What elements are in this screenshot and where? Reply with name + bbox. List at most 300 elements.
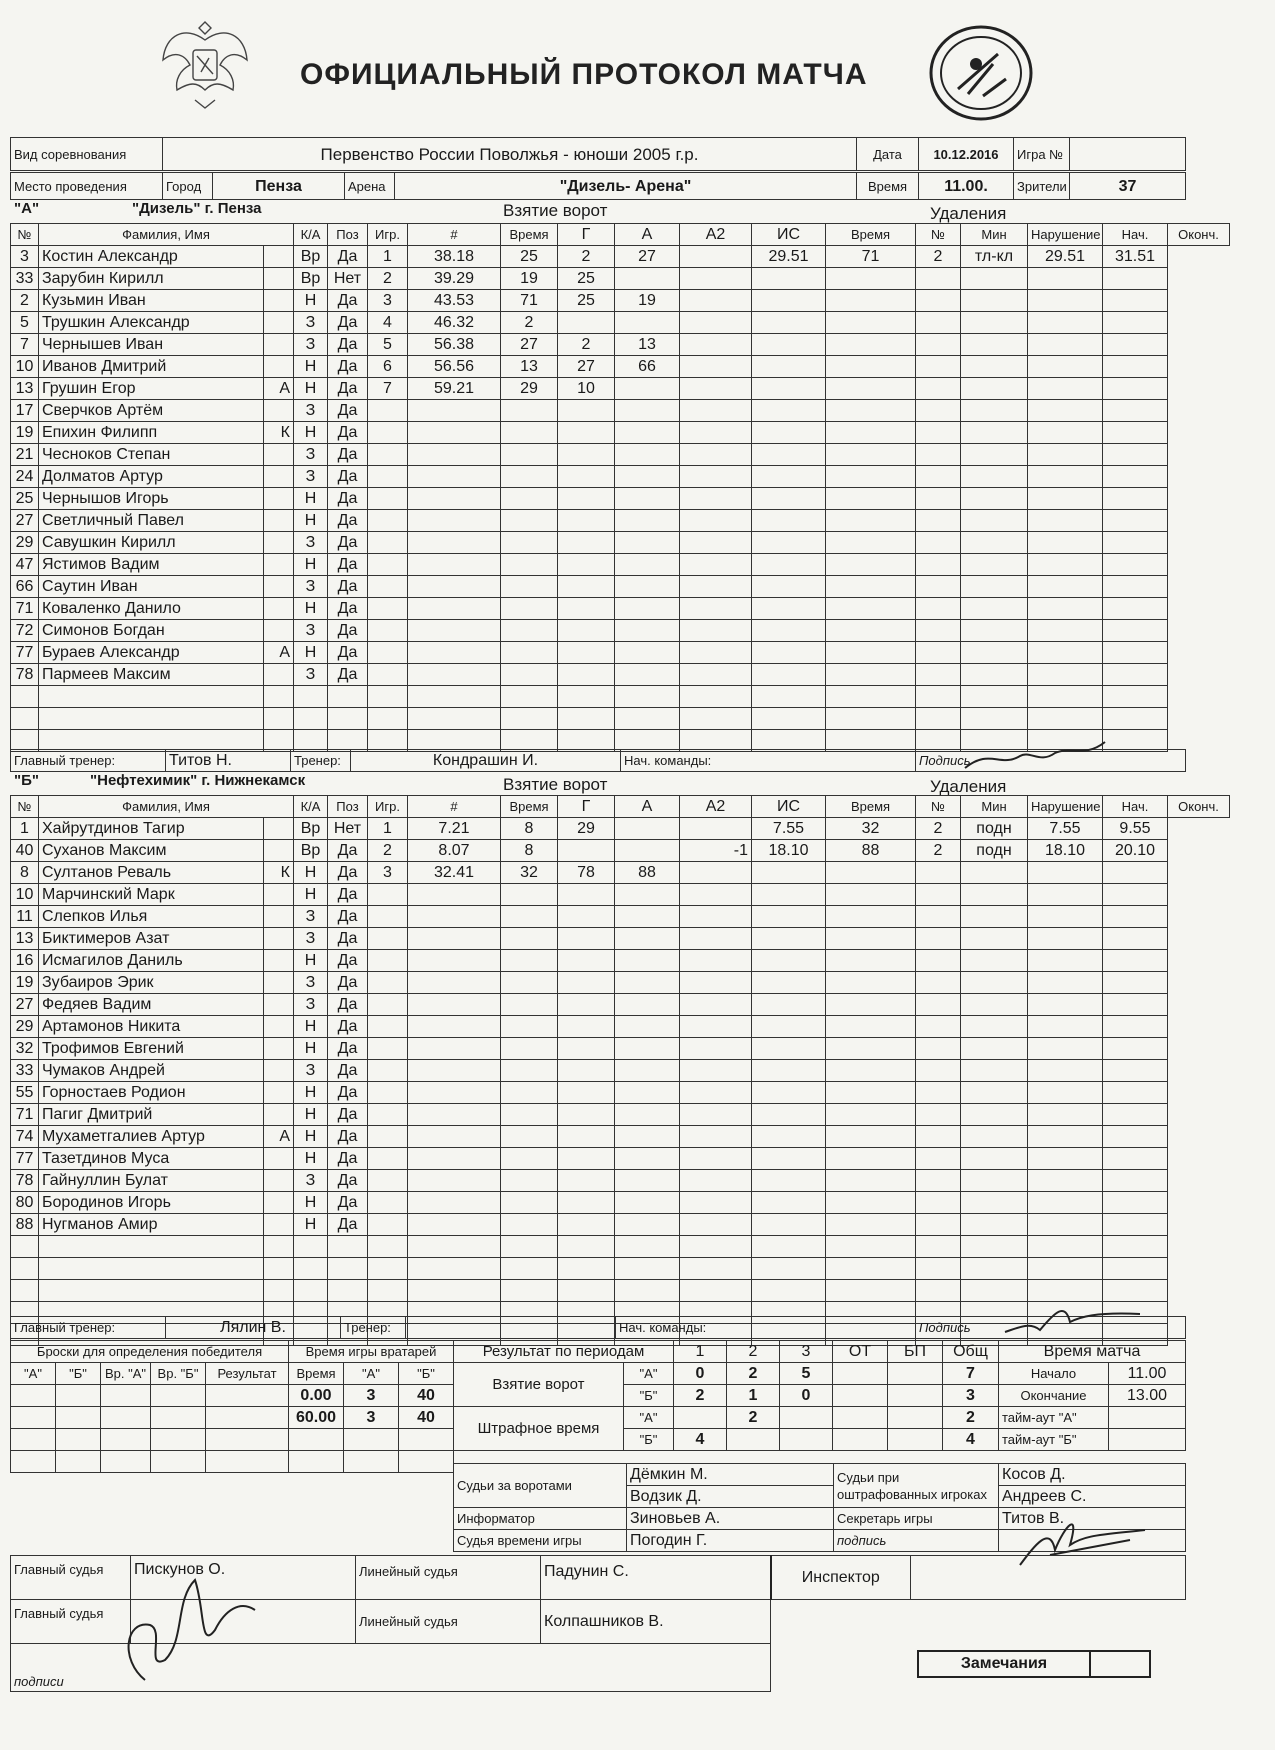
- goal-situation: [680, 378, 752, 400]
- player-name: Долматов Артур: [39, 466, 264, 488]
- timekeeper-label: Судья времени игры: [454, 1530, 627, 1552]
- player-role: [264, 1170, 294, 1192]
- penalty-violation: [961, 1236, 1028, 1258]
- penalty-time: [752, 1236, 826, 1258]
- goal-situation: [680, 1038, 752, 1060]
- penalty-player: [826, 532, 916, 554]
- player-role: [264, 444, 294, 466]
- penalty-minutes: [916, 620, 961, 642]
- goal-scorer: [501, 1126, 558, 1148]
- goal-situation: [680, 532, 752, 554]
- col-pen-violation: Нарушение: [1028, 224, 1103, 246]
- goal-situation: [680, 1126, 752, 1148]
- goal-assist-2: [615, 708, 680, 730]
- player-name: Горностаев Родион: [39, 1082, 264, 1104]
- penalty-judges-label: Судьи при оштрафованных игроках: [834, 1464, 999, 1508]
- penalty-end: [1103, 664, 1168, 686]
- goal-assist-1: 25: [558, 290, 615, 312]
- player-role: [264, 510, 294, 532]
- player-role: [264, 708, 294, 730]
- goal-number: 1: [368, 818, 408, 840]
- player-role: [264, 994, 294, 1016]
- goal-assist-1: [558, 906, 615, 928]
- col-pen-violation: Нарушение: [1028, 796, 1103, 818]
- player-played: Нет: [328, 268, 368, 290]
- goal-time: [408, 994, 501, 1016]
- penalty-violation: [961, 1258, 1028, 1280]
- goal-assist-1: [558, 1236, 615, 1258]
- goal-scorer: 8: [501, 840, 558, 862]
- time-label: Время: [857, 173, 919, 200]
- col-ka: К/А: [294, 224, 328, 246]
- period-p1-value: 2: [674, 1385, 727, 1407]
- table-row: [11, 1236, 1230, 1258]
- penalty-end: [1103, 1060, 1168, 1082]
- penalty-violation: тл-кл: [961, 246, 1028, 268]
- player-role: А: [264, 642, 294, 664]
- penalty-start: [1028, 1148, 1103, 1170]
- game-value: [1070, 138, 1186, 171]
- penalty-end: [1103, 598, 1168, 620]
- goal-assist-1: 78: [558, 862, 615, 884]
- goal-situation: [680, 444, 752, 466]
- team-a-rows: [11, 246, 1230, 752]
- table-row: [11, 994, 1230, 1016]
- player-name: Бородинов Игорь: [39, 1192, 264, 1214]
- penalty-minutes: [916, 378, 961, 400]
- penalty-end: [1103, 378, 1168, 400]
- goal-assist-2: [615, 1280, 680, 1302]
- team-a-table: [10, 223, 1230, 752]
- player-position: Н: [294, 1104, 328, 1126]
- penalty-time: [752, 356, 826, 378]
- player-number: 3: [11, 246, 39, 268]
- goal-time: 7.21: [408, 818, 501, 840]
- penalty-minutes: [916, 1214, 961, 1236]
- comp-value: Первенство России Поволжья - юноши 2005 г.р.: [163, 138, 857, 171]
- penalty-player: [826, 466, 916, 488]
- penalty-end: [1103, 620, 1168, 642]
- goal-number: [368, 994, 408, 1016]
- player-position: Н: [294, 422, 328, 444]
- penalty-end: [1103, 884, 1168, 906]
- goal-assist-2: [615, 444, 680, 466]
- table-row: [11, 884, 1230, 906]
- penalty-player: [826, 686, 916, 708]
- penalty-player: [826, 1104, 916, 1126]
- player-position: Вр: [294, 246, 328, 268]
- table-row: [11, 840, 1230, 862]
- player-name: [39, 1258, 264, 1280]
- goal-assist-2: 66: [615, 356, 680, 378]
- player-played: Да: [328, 1214, 368, 1236]
- goal-assist-1: [558, 1170, 615, 1192]
- goal-time: [408, 664, 501, 686]
- col-goal-scorer: Г: [558, 224, 615, 246]
- table-row: [11, 334, 1230, 356]
- gk-a-label: "А": [344, 1363, 399, 1385]
- player-played: Да: [328, 312, 368, 334]
- goal-assist-1: [558, 840, 615, 862]
- goal-situation: [680, 928, 752, 950]
- table-row: [11, 708, 1230, 730]
- goal-assist-1: [558, 1280, 615, 1302]
- goal-assist-2: 13: [615, 334, 680, 356]
- period-p2-value: 2: [727, 1363, 780, 1385]
- player-played: Да: [328, 422, 368, 444]
- penalty-time: [752, 906, 826, 928]
- penalty-minutes: [916, 1280, 961, 1302]
- player-played: Да: [328, 972, 368, 994]
- penalty-time: [752, 444, 826, 466]
- penalty-violation: [961, 928, 1028, 950]
- so-a: "А": [11, 1363, 56, 1385]
- penalty-time: [752, 312, 826, 334]
- goal-situation: [680, 598, 752, 620]
- penalty-start: [1028, 378, 1103, 400]
- player-position: Н: [294, 488, 328, 510]
- goal-number: [368, 1148, 408, 1170]
- penalty-start: [1028, 928, 1103, 950]
- penalty-player: [826, 378, 916, 400]
- penalty-end: [1103, 1082, 1168, 1104]
- penalty-minutes: [916, 290, 961, 312]
- goal-number: [368, 1280, 408, 1302]
- header-table: [10, 137, 1186, 171]
- goal-assist-1: [558, 620, 615, 642]
- player-role: [264, 268, 294, 290]
- goal-situation: [680, 1280, 752, 1302]
- player-role: [264, 576, 294, 598]
- goal-number: [368, 642, 408, 664]
- goal-assist-2: [615, 928, 680, 950]
- goal-time: [408, 884, 501, 906]
- goal-assist-2: 19: [615, 290, 680, 312]
- goal-number: [368, 554, 408, 576]
- goal-time: [408, 488, 501, 510]
- penalty-player: [826, 620, 916, 642]
- player-played: Да: [328, 400, 368, 422]
- goal-scorer: 13: [501, 356, 558, 378]
- penalty-violation: [961, 598, 1028, 620]
- goal-assist-2: [615, 466, 680, 488]
- penalty-violation: [961, 510, 1028, 532]
- penalty-start: [1028, 1104, 1103, 1126]
- player-position: З: [294, 972, 328, 994]
- player-position: Н: [294, 642, 328, 664]
- penalty-end: [1103, 642, 1168, 664]
- goal-assist-2: [615, 554, 680, 576]
- penalty-minutes: [916, 510, 961, 532]
- goal-assist-1: [558, 510, 615, 532]
- player-name: Биктимеров Азат: [39, 928, 264, 950]
- so-gk-b: Вр. "Б": [151, 1363, 206, 1385]
- period-p3-value: 5: [780, 1363, 833, 1385]
- penalty-violation: [961, 1214, 1028, 1236]
- gk-row-a: 3: [344, 1407, 399, 1429]
- penalty-time: [752, 994, 826, 1016]
- goal-assist-2: [615, 576, 680, 598]
- player-played: Да: [328, 1148, 368, 1170]
- goal-number: [368, 422, 408, 444]
- goal-situation: [680, 1192, 752, 1214]
- penalty-start: [1028, 510, 1103, 532]
- goal-time: [408, 1038, 501, 1060]
- penalty-player: [826, 334, 916, 356]
- goal-number: [368, 620, 408, 642]
- eagle-emblem-icon: [155, 20, 255, 112]
- timeout-a-label: тайм-аут "А": [999, 1407, 1109, 1429]
- goal-number: [368, 1104, 408, 1126]
- player-number: 66: [11, 576, 39, 598]
- player-position: [294, 708, 328, 730]
- signatures-label: подписи: [11, 1644, 771, 1692]
- penalty-violation: [961, 620, 1028, 642]
- player-number: 25: [11, 488, 39, 510]
- penalty-time: [752, 1258, 826, 1280]
- timeout-b-label: тайм-аут "Б": [999, 1429, 1109, 1451]
- penalty-end: [1103, 422, 1168, 444]
- coach-signature-b: [1000, 1292, 1150, 1342]
- player-role: [264, 818, 294, 840]
- penalty-end: [1103, 510, 1168, 532]
- goal-time: [408, 400, 501, 422]
- player-role: [264, 1060, 294, 1082]
- penalty-player: [826, 400, 916, 422]
- col-name: Фамилия, Имя: [39, 796, 294, 818]
- penalty-end: [1103, 268, 1168, 290]
- goal-assist-1: [558, 1104, 615, 1126]
- player-played: Да: [328, 906, 368, 928]
- col-no: №: [11, 796, 39, 818]
- goal-assist-2: [615, 642, 680, 664]
- penalty-minutes: [916, 928, 961, 950]
- goal-situation: [680, 246, 752, 268]
- penalty-time: [752, 554, 826, 576]
- goal-time: [408, 1104, 501, 1126]
- player-played: Да: [328, 950, 368, 972]
- penalty-player: [826, 1192, 916, 1214]
- player-number: 11: [11, 906, 39, 928]
- penalty-time: [752, 488, 826, 510]
- goal-situation: [680, 422, 752, 444]
- player-position: Н: [294, 1148, 328, 1170]
- city-label: Город: [163, 173, 213, 200]
- penalty-player: [826, 1236, 916, 1258]
- goal-assist-2: [615, 818, 680, 840]
- team-b-head-coach: Лялин В.: [166, 1317, 341, 1339]
- penalty-violation: [961, 378, 1028, 400]
- team-a-signature-label: Подпись: [916, 750, 1186, 772]
- goal-assist-1: [558, 576, 615, 598]
- table-row: [11, 928, 1230, 950]
- col-assist-1: А: [615, 796, 680, 818]
- goal-scorer: [501, 598, 558, 620]
- goal-assist-2: [615, 312, 680, 334]
- player-played: Да: [328, 356, 368, 378]
- secretary-label: Секретарь игры: [834, 1508, 999, 1530]
- goal-situation: [680, 862, 752, 884]
- goal-assist-1: [558, 928, 615, 950]
- goal-assist-1: [558, 972, 615, 994]
- player-number: 80: [11, 1192, 39, 1214]
- penalty-end: [1103, 1170, 1168, 1192]
- goal-judge-2: Водзик Д.: [627, 1486, 834, 1508]
- penalty-time: [752, 862, 826, 884]
- period-ot: ОТ: [833, 1341, 888, 1363]
- goal-assist-2: [615, 1192, 680, 1214]
- goal-number: 7: [368, 378, 408, 400]
- goal-scorer: [501, 686, 558, 708]
- goal-assist-1: [558, 1192, 615, 1214]
- player-played: Да: [328, 994, 368, 1016]
- goal-situation: [680, 1104, 752, 1126]
- goal-situation: [680, 686, 752, 708]
- table-row: [11, 1148, 1230, 1170]
- player-role: [264, 334, 294, 356]
- player-name: Исмагилов Даниль: [39, 950, 264, 972]
- goal-scorer: 19: [501, 268, 558, 290]
- player-position: З: [294, 1170, 328, 1192]
- penalty-minutes: [916, 906, 961, 928]
- penalty-minutes: [916, 1126, 961, 1148]
- player-role: [264, 906, 294, 928]
- goal-time: [408, 1192, 501, 1214]
- goal-judge-1: Дёмкин М.: [627, 1464, 834, 1486]
- penalty-player: [826, 906, 916, 928]
- table-row: [11, 576, 1230, 598]
- penalty-start: [1028, 620, 1103, 642]
- goal-assist-1: 29: [558, 818, 615, 840]
- city-value: Пенза: [213, 173, 345, 200]
- penalty-violation: [961, 1060, 1028, 1082]
- goal-assist-1: [558, 444, 615, 466]
- goal-assist-2: [615, 1082, 680, 1104]
- penalty-player: [826, 1258, 916, 1280]
- player-played: Да: [328, 576, 368, 598]
- arena-label: Арена: [345, 173, 395, 200]
- goal-scorer: [501, 620, 558, 642]
- goal-assist-1: [558, 1082, 615, 1104]
- player-number: [11, 708, 39, 730]
- player-role: [264, 356, 294, 378]
- player-name: Чернышев Иван: [39, 334, 264, 356]
- goal-assist-1: [558, 400, 615, 422]
- goal-time: [408, 1148, 501, 1170]
- table-row: [11, 488, 1230, 510]
- col-goal-time: Время: [501, 796, 558, 818]
- coach-signature-a: [960, 738, 1110, 778]
- goal-time: [408, 1082, 501, 1104]
- penalty-violation: [961, 1148, 1028, 1170]
- player-position: Н: [294, 1192, 328, 1214]
- goal-situation: [680, 620, 752, 642]
- venue-table: [10, 172, 1186, 200]
- start-label: Начало: [999, 1363, 1109, 1385]
- table-row: [11, 290, 1230, 312]
- player-played: Да: [328, 598, 368, 620]
- penalty-minutes: [916, 268, 961, 290]
- goal-scorer: [501, 1258, 558, 1280]
- penalty-end: [1103, 708, 1168, 730]
- penalty-end: [1103, 928, 1168, 950]
- penalty-minutes: [916, 1104, 961, 1126]
- penalty-time: [752, 1126, 826, 1148]
- goal-situation: [680, 1148, 752, 1170]
- table-row: [11, 554, 1230, 576]
- goal-situation: [680, 400, 752, 422]
- col-pen-start: Нач.: [1103, 796, 1168, 818]
- player-number: 27: [11, 510, 39, 532]
- goal-time: 38.18: [408, 246, 501, 268]
- period-1: 1: [674, 1341, 727, 1363]
- goal-number: [368, 1060, 408, 1082]
- table-row: [11, 1258, 1230, 1280]
- col-pen-time: Время: [826, 796, 916, 818]
- goal-scorer: [501, 1104, 558, 1126]
- player-role: [264, 466, 294, 488]
- goal-scorer: [501, 1192, 558, 1214]
- player-number: 21: [11, 444, 39, 466]
- penalty-player: [826, 268, 916, 290]
- player-position: Н: [294, 884, 328, 906]
- goal-scorer: [501, 1016, 558, 1038]
- goal-scorer: [501, 928, 558, 950]
- penalty-minutes: [916, 1236, 961, 1258]
- penalty-time: [752, 1016, 826, 1038]
- chief-referee-label: Главный судья: [11, 1556, 131, 1600]
- player-played: Да: [328, 1060, 368, 1082]
- player-played: Да: [328, 1104, 368, 1126]
- penalty-start: [1028, 532, 1103, 554]
- goal-assist-2: [615, 994, 680, 1016]
- player-played: Да: [328, 290, 368, 312]
- player-position: [294, 1236, 328, 1258]
- goal-situation: [680, 708, 752, 730]
- player-played: Нет: [328, 818, 368, 840]
- penalty-end: [1103, 554, 1168, 576]
- penalty-start: [1028, 1060, 1103, 1082]
- penalty-violation: [961, 488, 1028, 510]
- goal-number: 5: [368, 334, 408, 356]
- goal-assist-2: [615, 620, 680, 642]
- player-name: Сверчков Артём: [39, 400, 264, 422]
- player-name: Епихин Филипп: [39, 422, 264, 444]
- player-played: Да: [328, 510, 368, 532]
- penalty-violation: [961, 400, 1028, 422]
- penalty-violation: [961, 950, 1028, 972]
- col-assist-1: А: [615, 224, 680, 246]
- player-name: Чумаков Андрей: [39, 1060, 264, 1082]
- player-position: З: [294, 312, 328, 334]
- goal-assist-2: [615, 1016, 680, 1038]
- penalty-minutes: [916, 554, 961, 576]
- player-name: Иванов Дмитрий: [39, 356, 264, 378]
- penalty-minutes: [916, 356, 961, 378]
- player-role: [264, 290, 294, 312]
- end-label: Окончание: [999, 1385, 1109, 1407]
- penalty-violation: [961, 884, 1028, 906]
- player-name: Саутин Иван: [39, 576, 264, 598]
- goal-assist-2: 88: [615, 862, 680, 884]
- penalty-player: [826, 290, 916, 312]
- period-p2-value: [727, 1429, 780, 1451]
- table-row: [11, 1126, 1230, 1148]
- penalty-start: 29.51: [1028, 246, 1103, 268]
- federation-logo-icon: [928, 24, 1034, 122]
- penalty-player: 71: [826, 246, 916, 268]
- goal-assist-1: [558, 664, 615, 686]
